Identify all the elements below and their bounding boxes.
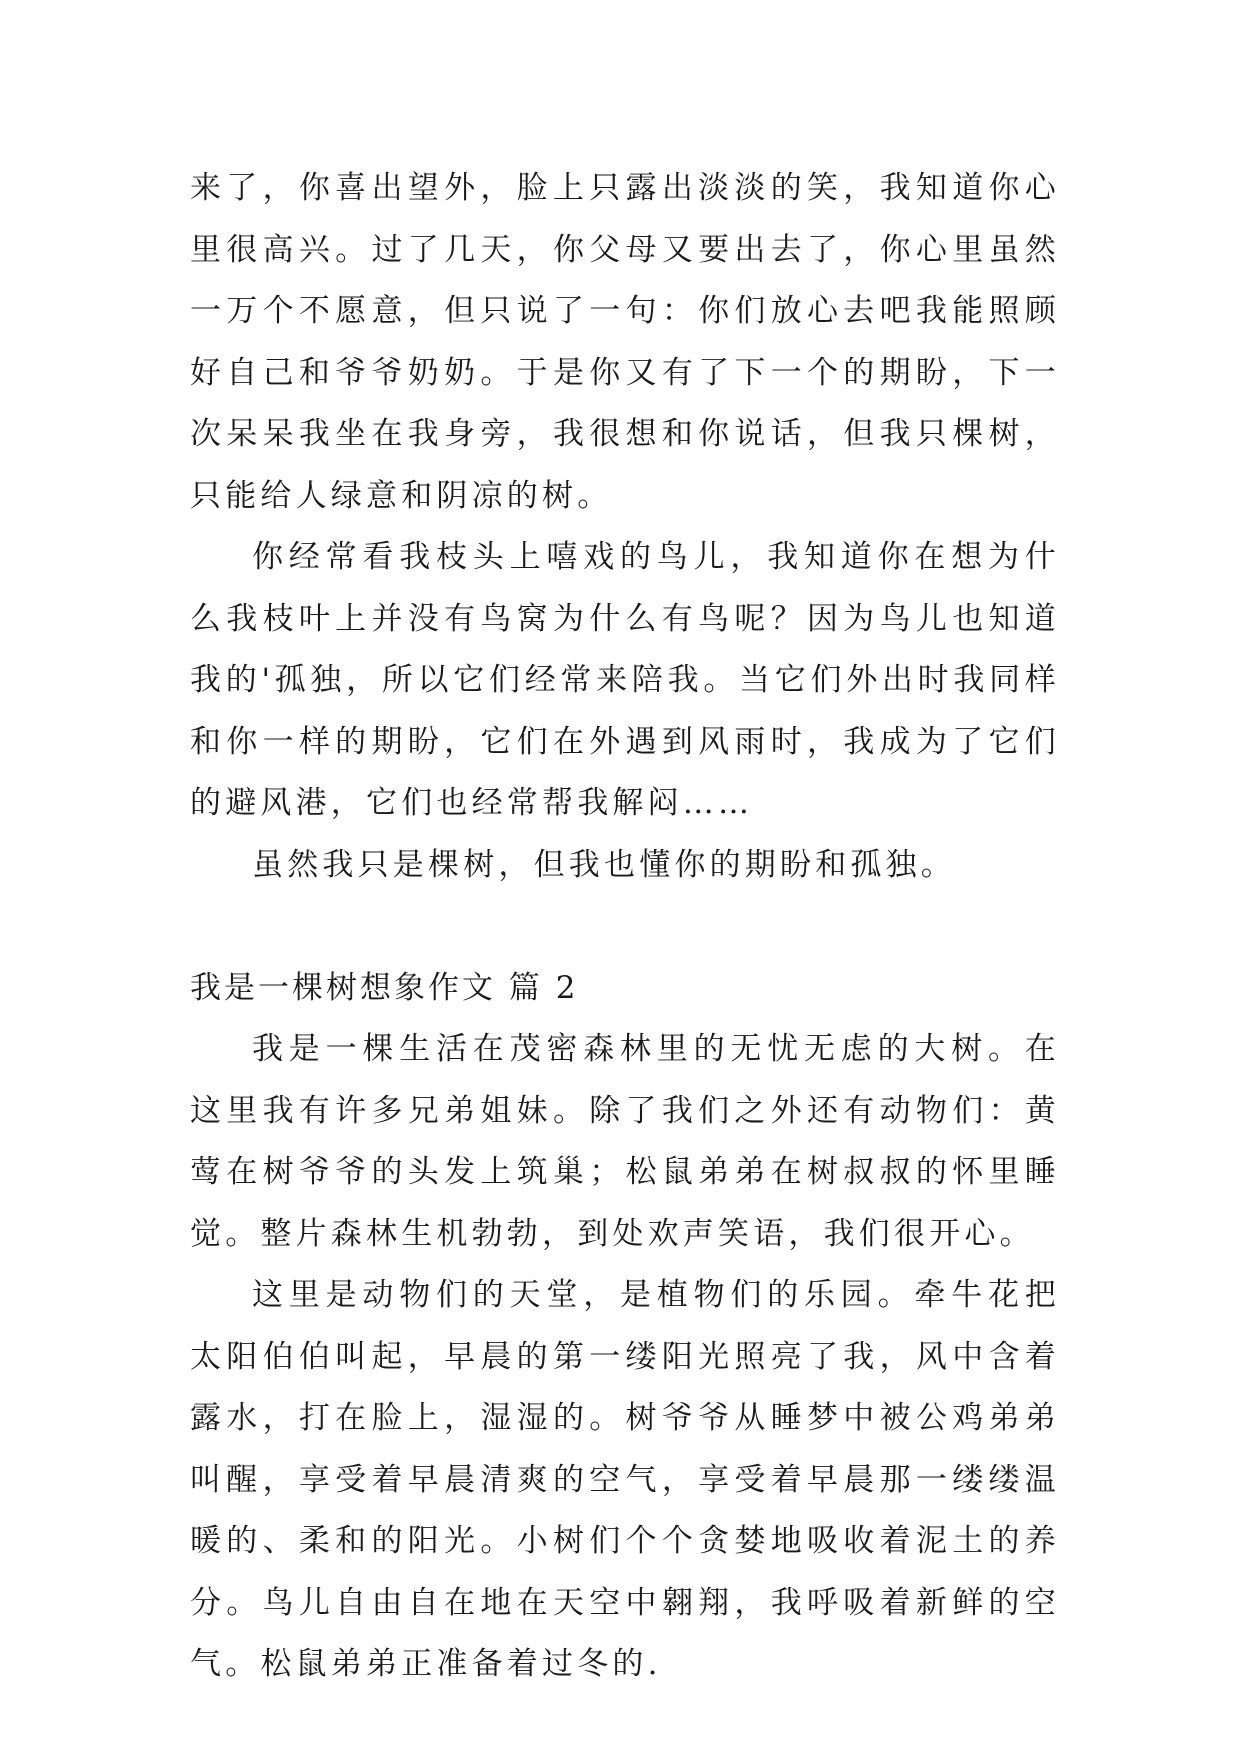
paragraph-continued: 来了，你喜出望外，脸上只露出淡淡的笑，我知道你心里很高兴。过了几天，你父母又要出去了，你心里虽然一万个不愿意，但只说了一句：你们放心去吧我能照顾好自己和爷爷奶奶。于是你又有了下一个的期盼，下一次呆呆我坐在我身旁，我很想和你说话，但我只棵树，只能给人绿意和阴凉的树。 (190, 170, 1060, 514)
paragraph-birds: 你经常看我枝头上嘻戏的鸟儿，我知道你在想为什么我枝叶上并没有鸟窝为什么有鸟呢？因为鸟儿也知道我的'孤独，所以它们经常来陪我。当它们外出时我同样和你一样的期盼，它们在外遇到风雨时，我成为了它们的避风港，它们也经常帮我解闷…… (190, 539, 1060, 821)
paragraph-forest-morning: 这里是动物们的天堂，是植物们的乐园。牵牛花把太阳伯伯叫起，早晨的第一缕阳光照亮了我，风中含着露水，打在脸上，湿湿的。树爷爷从睡梦中被公鸡弟弟叫醒，享受着早晨清爽的空气，享受着早晨那一缕缕温暖的、柔和的阳光。小树们个个贪婪地吸收着泥土的养分。鸟儿自由自在地在天空中翱翔，我呼吸着新鲜的空气。松鼠弟弟正准备着过冬的. (190, 1277, 1060, 1682)
paragraph-forest-intro: 我是一棵生活在茂密森林里的无忧无虑的大树。在这里我有许多兄弟姐妹。除了我们之外还有动物们：黄莺在树爷爷的头发上筑巢；松鼠弟弟在树叔叔的怀里睡觉。整片森林生机勃勃，到处欢声笑语，我们很开心。 (190, 1031, 1060, 1252)
document-body (190, 158, 1060, 1696)
section-heading: 我是一棵树想象作文 篇 2 (190, 969, 579, 1006)
section-spacer (190, 896, 1060, 958)
paragraph-conclusion: 虽然我只是棵树，但我也懂你的期盼和孤独。 (252, 846, 956, 883)
